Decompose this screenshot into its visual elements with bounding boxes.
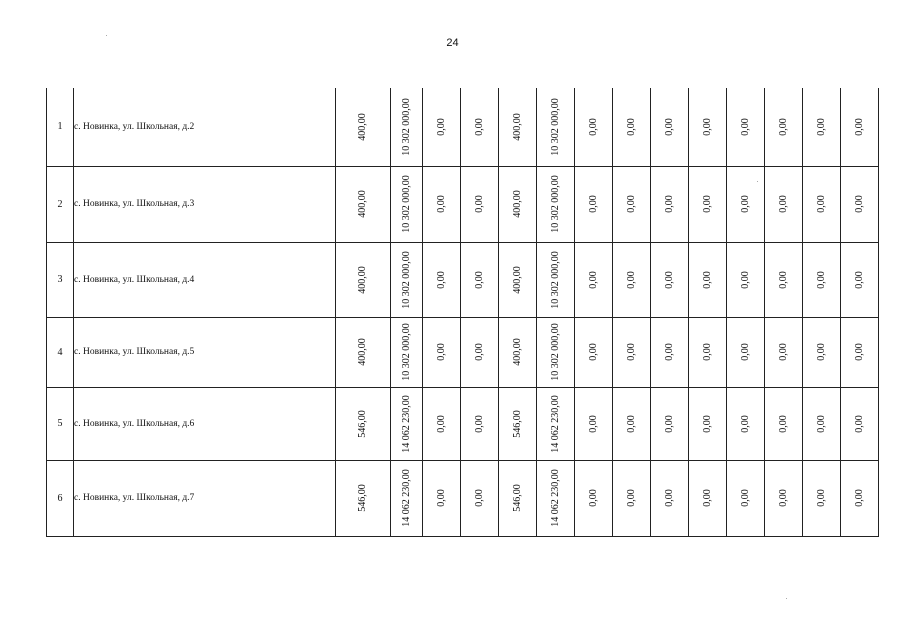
- value-text: 0,00: [435, 343, 447, 361]
- value-cell: [803, 460, 841, 536]
- value-cell: [651, 460, 689, 536]
- address-cell: с. Новинка, ул. Школьная, д.5: [74, 317, 336, 387]
- value-text: 546,00: [511, 484, 523, 512]
- value-text: 0,00: [663, 414, 675, 433]
- value-cell: [336, 387, 391, 460]
- value-cell: [613, 317, 651, 387]
- value-cell: [461, 387, 499, 460]
- row-number: 6: [47, 460, 74, 536]
- value-cell: [423, 387, 461, 460]
- value-text: 0,00: [473, 414, 485, 433]
- value-text: 0,00: [701, 414, 713, 433]
- value-text: 0,00: [435, 270, 447, 289]
- value-cell: [423, 242, 461, 317]
- value-text: 400,00: [357, 338, 368, 366]
- value-cell: [613, 88, 651, 166]
- value-cell: [841, 242, 879, 317]
- value-text: 10 302 000,00: [400, 175, 412, 233]
- value-text: 0,00: [777, 270, 789, 289]
- value-cell: [689, 317, 727, 387]
- value-cell: [537, 242, 575, 317]
- value-text: 400,00: [511, 190, 523, 218]
- value-cell: [727, 166, 765, 242]
- value-cell: [423, 166, 461, 242]
- value-cell: [499, 317, 537, 387]
- value-cell: [336, 242, 391, 317]
- value-text: 0,00: [625, 414, 637, 433]
- value-cell: [765, 387, 803, 460]
- value-text: 0,00: [625, 343, 637, 361]
- value-text: 0,00: [701, 489, 713, 507]
- value-cell: [336, 460, 391, 536]
- row-number: 2: [47, 166, 74, 242]
- data-table: [46, 88, 879, 537]
- value-text: 0,00: [739, 195, 751, 213]
- value-cell: [499, 242, 537, 317]
- value-text: 0,00: [739, 489, 751, 507]
- value-cell: [651, 387, 689, 460]
- value-cell: [651, 317, 689, 387]
- value-cell: [499, 88, 537, 166]
- value-cell: [461, 460, 499, 536]
- value-cell: [537, 166, 575, 242]
- value-cell: [575, 166, 613, 242]
- value-text: 0,00: [739, 414, 751, 433]
- value-cell: [461, 317, 499, 387]
- value-cell: [499, 166, 537, 242]
- value-text: 0,00: [701, 195, 713, 213]
- value-cell: [803, 242, 841, 317]
- value-cell: [841, 387, 879, 460]
- value-cell: [689, 460, 727, 536]
- value-cell: [537, 387, 575, 460]
- value-text: 0,00: [435, 489, 447, 507]
- value-cell: [499, 387, 537, 460]
- table-row: [47, 242, 879, 317]
- address-cell: с. Новинка, ул. Школьная, д.7: [74, 460, 336, 536]
- value-cell: [689, 242, 727, 317]
- value-text: 0,00: [701, 118, 713, 136]
- value-text: 546,00: [357, 409, 368, 438]
- value-text: 400,00: [357, 113, 368, 141]
- value-cell: [391, 317, 423, 387]
- value-text: 400,00: [511, 113, 523, 141]
- value-cell: [575, 242, 613, 317]
- value-cell: [689, 166, 727, 242]
- value-text: 10 302 000,00: [400, 323, 412, 381]
- value-text: 0,00: [587, 270, 599, 289]
- value-cell: [391, 88, 423, 166]
- value-cell: [841, 317, 879, 387]
- value-cell: [336, 317, 391, 387]
- value-text: 546,00: [357, 484, 368, 512]
- value-cell: [613, 166, 651, 242]
- value-cell: [651, 88, 689, 166]
- value-text: 0,00: [853, 489, 865, 507]
- value-text: 0,00: [777, 414, 789, 433]
- value-cell: [423, 88, 461, 166]
- value-text: 0,00: [853, 195, 865, 213]
- value-cell: [336, 88, 391, 166]
- value-text: 10 302 000,00: [400, 250, 412, 309]
- value-text: 0,00: [815, 195, 827, 213]
- value-text: 0,00: [739, 270, 751, 289]
- value-text: 546,00: [511, 409, 523, 438]
- value-cell: [803, 88, 841, 166]
- value-text: 0,00: [663, 195, 675, 213]
- value-cell: [391, 166, 423, 242]
- value-cell: [461, 166, 499, 242]
- value-cell: [537, 88, 575, 166]
- value-text: 0,00: [815, 343, 827, 361]
- value-cell: [391, 242, 423, 317]
- value-cell: [575, 460, 613, 536]
- value-text: 0,00: [435, 414, 447, 433]
- value-cell: [391, 387, 423, 460]
- row-number: 4: [47, 317, 74, 387]
- value-text: 0,00: [435, 195, 447, 213]
- value-text: 0,00: [701, 343, 713, 361]
- value-text: 0,00: [587, 414, 599, 433]
- value-cell: [575, 88, 613, 166]
- table-row: [47, 460, 879, 536]
- value-cell: [765, 317, 803, 387]
- value-text: 400,00: [357, 190, 368, 218]
- value-text: 0,00: [853, 343, 865, 361]
- value-text: 10 302 000,00: [549, 98, 561, 156]
- value-text: 10 302 000,00: [549, 175, 561, 233]
- scan-speck: [757, 181, 758, 182]
- value-text: 0,00: [473, 195, 485, 213]
- value-cell: [803, 317, 841, 387]
- value-text: 0,00: [473, 270, 485, 289]
- value-text: 14 062 230,00: [549, 394, 561, 453]
- value-text: 0,00: [587, 118, 599, 136]
- value-text: 0,00: [815, 414, 827, 433]
- value-cell: [841, 460, 879, 536]
- row-number: 3: [47, 242, 74, 317]
- value-text: 10 302 000,00: [400, 98, 412, 156]
- value-cell: [689, 88, 727, 166]
- value-text: 0,00: [777, 343, 789, 361]
- value-text: 10 302 000,00: [549, 250, 561, 309]
- value-cell: [461, 88, 499, 166]
- table-row: [47, 387, 879, 460]
- value-cell: [727, 88, 765, 166]
- value-text: 0,00: [815, 118, 827, 136]
- row-number: 1: [47, 88, 74, 166]
- value-text: 0,00: [663, 489, 675, 507]
- address-cell: с. Новинка, ул. Школьная, д.6: [74, 387, 336, 460]
- value-cell: [727, 460, 765, 536]
- value-cell: [613, 460, 651, 536]
- value-text: 400,00: [511, 265, 523, 294]
- value-cell: [613, 387, 651, 460]
- value-cell: [537, 460, 575, 536]
- value-cell: [423, 460, 461, 536]
- value-cell: [803, 387, 841, 460]
- value-text: 0,00: [853, 414, 865, 433]
- value-text: 10 302 000,00: [549, 323, 561, 381]
- value-text: 0,00: [815, 489, 827, 507]
- address-cell: с. Новинка, ул. Школьная, д.4: [74, 242, 336, 317]
- value-cell: [391, 460, 423, 536]
- table-row: [47, 88, 879, 166]
- value-text: 0,00: [777, 195, 789, 213]
- value-text: 400,00: [511, 338, 523, 366]
- value-cell: [651, 242, 689, 317]
- scan-speck: [786, 598, 787, 599]
- value-text: 0,00: [663, 270, 675, 289]
- table-row: [47, 317, 879, 387]
- value-cell: [499, 460, 537, 536]
- value-text: 14 062 230,00: [400, 394, 412, 453]
- value-cell: [803, 166, 841, 242]
- value-cell: [423, 317, 461, 387]
- value-text: 0,00: [625, 195, 637, 213]
- value-text: 14 062 230,00: [400, 469, 412, 527]
- value-cell: [841, 88, 879, 166]
- value-cell: [727, 242, 765, 317]
- value-cell: [841, 166, 879, 242]
- value-text: 14 062 230,00: [549, 469, 561, 527]
- value-text: 0,00: [587, 195, 599, 213]
- value-cell: [727, 317, 765, 387]
- value-text: 0,00: [473, 343, 485, 361]
- value-text: 0,00: [815, 270, 827, 289]
- value-cell: [575, 387, 613, 460]
- value-text: 0,00: [739, 118, 751, 136]
- value-text: 0,00: [663, 343, 675, 361]
- value-text: 0,00: [587, 343, 599, 361]
- value-text: 0,00: [473, 118, 485, 136]
- value-cell: [613, 242, 651, 317]
- value-text: 0,00: [777, 489, 789, 507]
- value-text: 0,00: [853, 118, 865, 136]
- value-text: 400,00: [357, 265, 368, 294]
- address-cell: с. Новинка, ул. Школьная, д.3: [74, 166, 336, 242]
- value-cell: [765, 242, 803, 317]
- value-text: 0,00: [587, 489, 599, 507]
- value-cell: [765, 88, 803, 166]
- value-text: 0,00: [663, 118, 675, 136]
- value-cell: [765, 460, 803, 536]
- value-text: 0,00: [853, 270, 865, 289]
- value-cell: [336, 166, 391, 242]
- value-text: 0,00: [625, 270, 637, 289]
- value-cell: [461, 242, 499, 317]
- value-cell: [727, 387, 765, 460]
- value-text: 0,00: [701, 270, 713, 289]
- value-cell: [651, 166, 689, 242]
- value-cell: [537, 317, 575, 387]
- value-cell: [575, 317, 613, 387]
- address-cell: с. Новинка, ул. Школьная, д.2: [74, 88, 336, 166]
- scan-speck: [106, 35, 107, 36]
- value-cell: [689, 387, 727, 460]
- value-text: 0,00: [473, 489, 485, 507]
- table-row: [47, 166, 879, 242]
- value-text: 0,00: [777, 118, 789, 136]
- value-text: 0,00: [435, 118, 447, 136]
- value-text: 0,00: [625, 489, 637, 507]
- row-number: 5: [47, 387, 74, 460]
- page-number: 24: [446, 37, 459, 49]
- value-text: 0,00: [625, 118, 637, 136]
- value-cell: [765, 166, 803, 242]
- value-text: 0,00: [739, 343, 751, 361]
